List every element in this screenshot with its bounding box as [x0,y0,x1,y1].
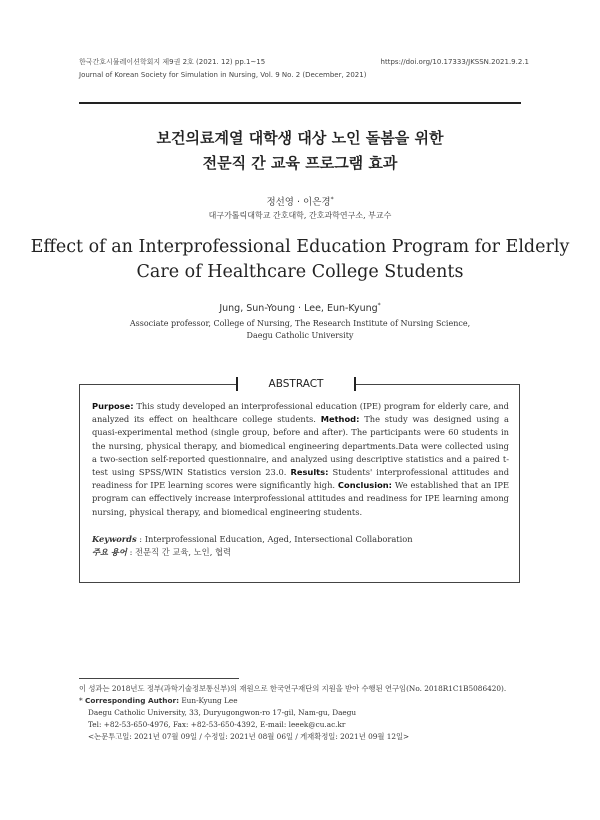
authors-en-names: Jung, Sun-Young · Lee, Eun-Kyung [219,303,378,315]
conclusion-text: We established that an IPE program can effectively increase interprofessional attitudes and readiness for IPE learning among nursing, physical therapy, and biomedical engineering students. [92,480,510,517]
running-header [79,56,529,82]
header-rule [79,102,521,104]
corr-name: Eun-Kyung Lee [181,696,238,705]
keywords-value-kr: : 전문직 간 교육, 노인, 협력 [129,547,231,558]
authors-kr [0,194,600,208]
method-label: Method: [320,414,360,425]
title-kr-line-1: 보건의료계열 대학생 대상 노인 돌봄을 위한 [156,129,444,147]
journal-en: Journal of Korean Society for Simulation in Nursing, Vol. 9 No. 2 (December, 2021) [79,71,367,79]
corresponding-author [79,695,529,707]
method-text: The study was designed using a quasi-experimental method (single group, before and after). The participants were 60 students in the nursing, physical therapy, and biomedical engineering departments.Data were collected using a two-section self-reported questionnaire, and analyzed using descriptive statistics and a paired t-test using SPSS/WIN Statistics version 23.0. [92,414,509,478]
funding-note: 이 성과는 2018년도 정부(과학기술정보통신부)의 재원으로 한국연구재단의 지원을 받아 수행된 연구임(No. 2018R1C1B5086420). [79,684,507,693]
authors-en-mark: * [377,302,381,309]
submission-dates: <논문투고일: 2021년 07월 09일 / 수정일: 2021년 08월 06일 / 게재확정일: 2021년 09월 12일> [88,732,410,741]
abstract-body [92,400,509,519]
authors-kr-names: 정선영 · 이은경 [266,197,331,208]
affiliation-en-line-2: Daegu Catholic University [246,331,354,340]
keywords-label-kr: 주요 용어 [92,547,127,558]
title-en-line-1: Effect of an Interprofessional Education Program for Elderly [30,237,570,257]
title-kr [0,126,600,176]
results-text: Students' interprofessional attitudes and readiness for IPE learning scores were significantly high. [92,467,510,491]
purpose-text: This study developed an interprofessional education (IPE) program for elderly care, and analyzed its effect on healthcare college students. [92,401,509,425]
results-label: Results: [290,467,329,478]
authors-en [0,302,600,314]
affiliation-kr: 대구가톨릭대학교 간호대학, 간호과학연구소, 부교수 [208,211,392,220]
affiliation-en-line-1: Associate professor, College of Nursing, The Research Institute of Nursing Science, [129,319,471,328]
footnote-rule [79,678,239,679]
title-en-line-2: Care of Healthcare College Students [136,262,464,282]
keywords-value-en: : Interprofessional Education, Aged, Intersectional Collaboration [139,534,413,544]
keywords [92,533,509,559]
authors-kr-mark: * [330,195,334,203]
abstract-heading [236,375,356,393]
keywords-en [92,533,509,546]
corr-label: Corresponding Author: [84,696,180,705]
purpose-label: Purpose: [92,401,134,411]
heading-bar-left [236,377,238,391]
title-en [0,235,600,285]
abstract-heading-text: ABSTRACT [268,378,324,390]
heading-bar-right [354,377,356,391]
affiliation-en [0,318,600,342]
footnotes [79,683,529,743]
keywords-kr [92,546,509,559]
keywords-label-en: Keywords [92,534,137,544]
conclusion-label: Conclusion: [337,480,392,491]
corr-contact: Tel: +82-53-650-4976, Fax: +82-53-650-4392, E-mail: leeek@cu.ac.kr [88,720,346,729]
corr-mark: * [79,696,83,705]
doi-link[interactable]: https://doi.org/10.17333/JKSSN.2021.9.2.1 [380,58,529,66]
title-kr-line-2: 전문직 간 교육 프로그램 효과 [202,154,398,172]
corr-address: Daegu Catholic University, 33, Duryugongwon-ro 17-gil, Nam-gu, Daegu [88,708,357,717]
journal-kr: 한국간호시뮬레이션학회지 제9권 2호 (2021. 12) pp.1~15 [79,58,266,66]
